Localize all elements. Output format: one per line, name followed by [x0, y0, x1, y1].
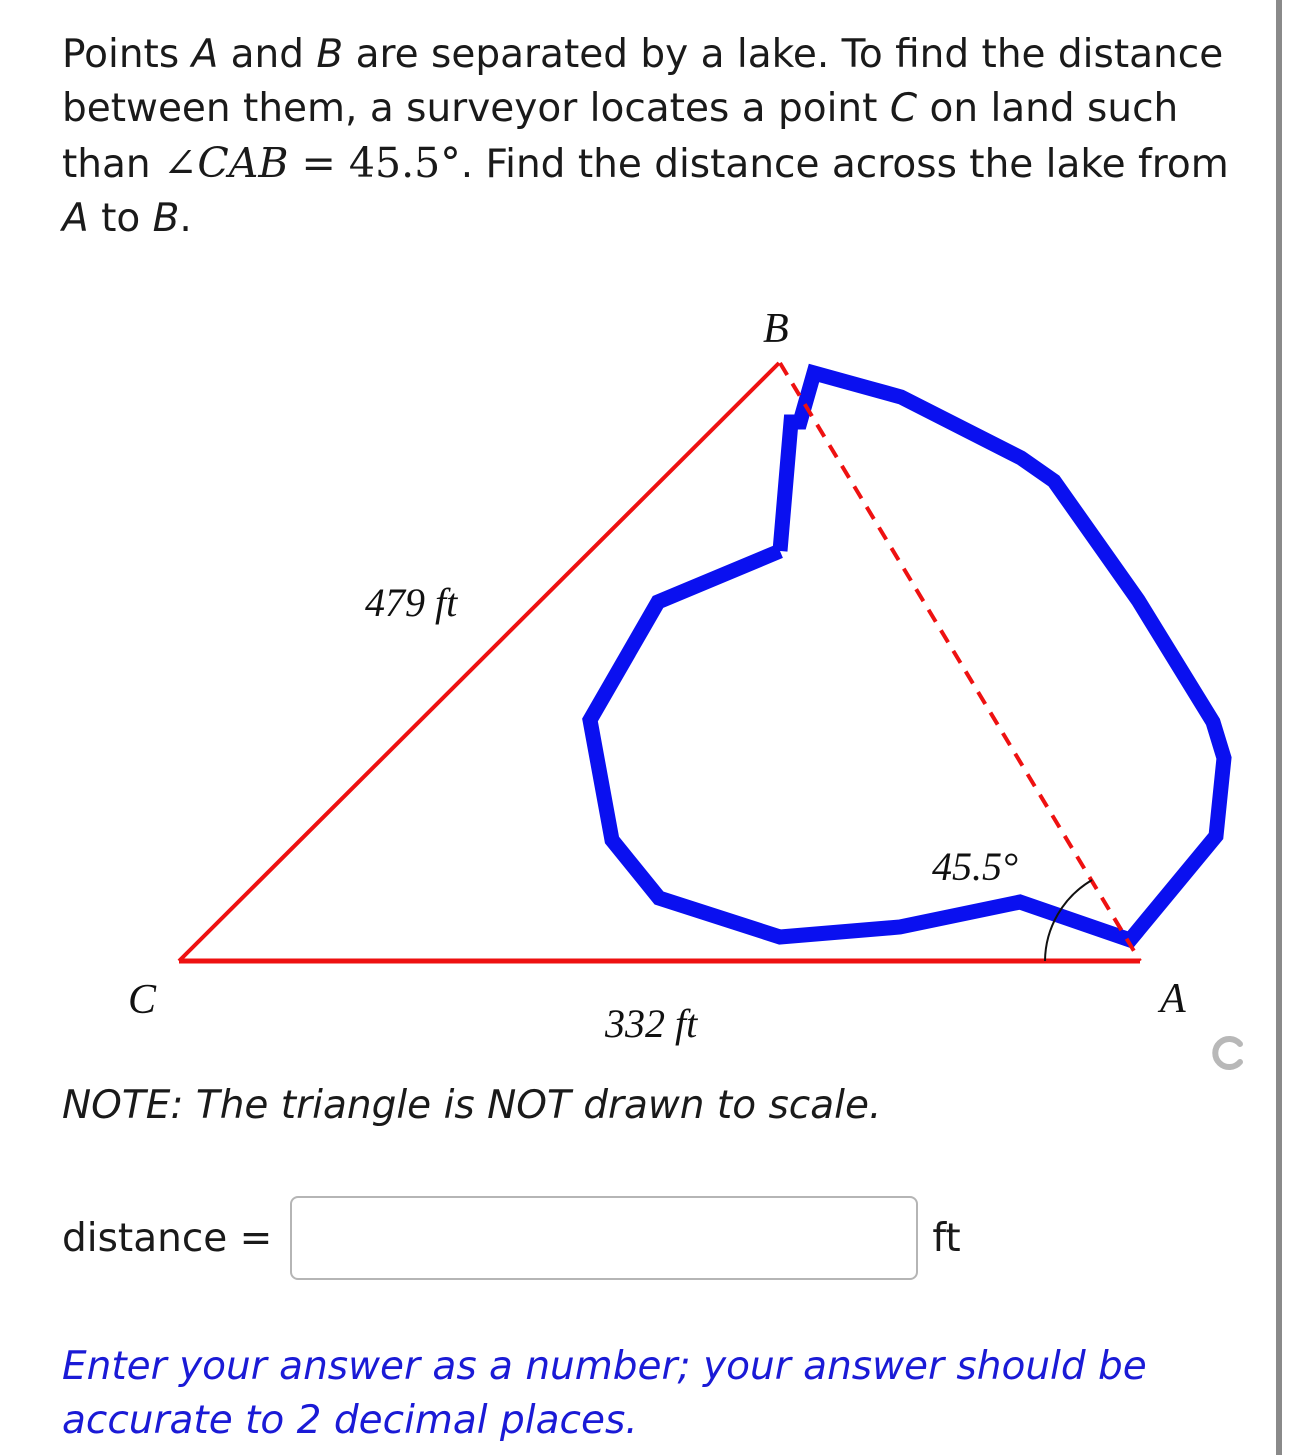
- vertex-c-label: C: [128, 977, 157, 1023]
- vertex-b-label: B: [763, 306, 789, 352]
- vertex-a-label: A: [1160, 976, 1186, 1022]
- scale-note: NOTE: The triangle is NOT drawn to scale.: [62, 1083, 882, 1128]
- distance-label: distance =: [62, 1215, 273, 1261]
- side-ca-length: 332 ft: [605, 1001, 698, 1046]
- angle-label: 45.5°: [932, 844, 1018, 889]
- side-cb: [179, 363, 779, 961]
- answer-hint: Enter your answer as a number; your answer should be accurate to 2 decimal places.: [62, 1344, 1147, 1443]
- triangle-figure: [0, 280, 1290, 1070]
- distance-input[interactable]: [290, 1196, 918, 1280]
- spinner-icon: [1210, 1035, 1246, 1071]
- side-cb-length: 479 ft: [365, 580, 458, 625]
- question-text: Points A and B are separated by a lake. To find the distance between them, a surveyor locates a point C on land such than ∠CAB = 45.5°. Find the distance across the lake from A to B.: [62, 32, 1229, 241]
- answer-row: [62, 1194, 961, 1282]
- unit-label: ft: [932, 1215, 961, 1261]
